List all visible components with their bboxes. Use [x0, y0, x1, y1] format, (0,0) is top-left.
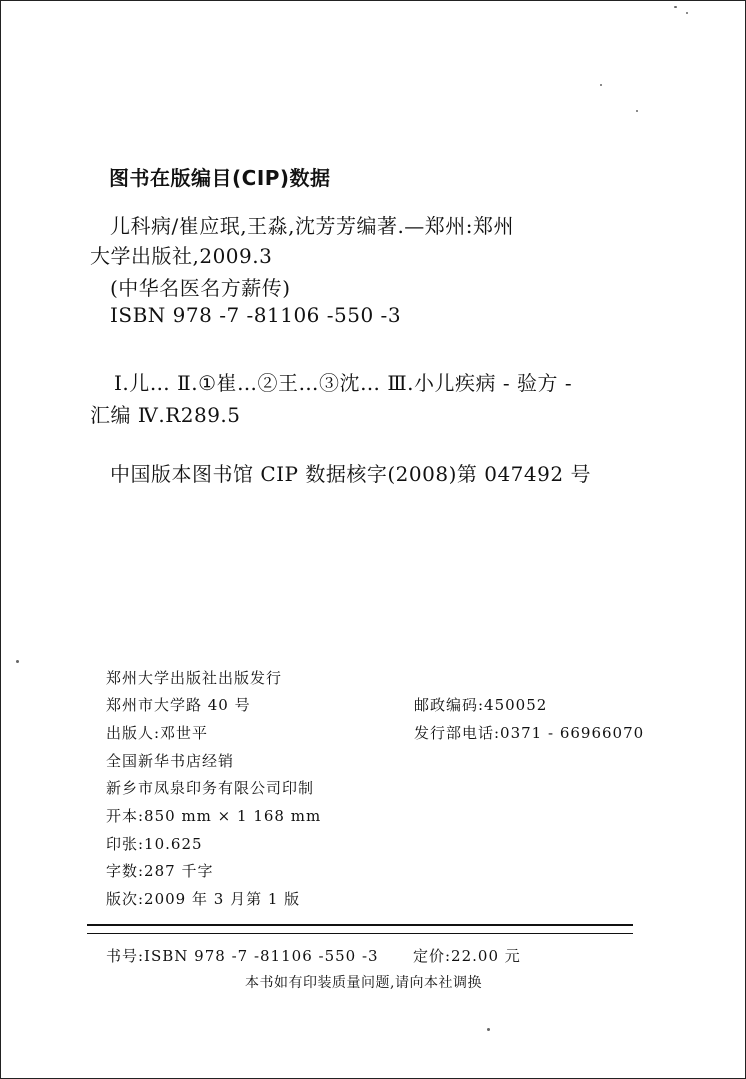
scan-speck: [636, 110, 638, 112]
scan-speck: [487, 1028, 490, 1031]
cip-classification-line: 汇编 Ⅳ.R289.5: [90, 403, 241, 427]
book-number-line: 书号:ISBN 978 -7 -81106 -550 -3: [106, 947, 379, 965]
cip-bibliographic-line: 大学出版社,2009.3: [90, 244, 273, 268]
cip-number-line: 中国版本图书馆 CIP 数据核字(2008)第 047492 号: [110, 462, 591, 486]
divider-thick: [87, 924, 633, 926]
scan-speck: [600, 84, 602, 86]
cip-heading: 图书在版编目(CIP)数据: [109, 166, 331, 190]
address-line: 郑州市大学路 40 号: [106, 696, 251, 714]
publisher-person-line: 出版人:邓世平: [106, 724, 209, 742]
price-line: 定价:22.00 元: [413, 947, 521, 965]
postcode-line: 邮政编码:450052: [414, 696, 548, 714]
sheets-line: 印张:10.625: [106, 835, 203, 853]
divider-thin: [87, 933, 633, 934]
cip-bibliographic-line: 儿科病/崔应珉,王淼,沈芳芳编著.—郑州:郑州: [110, 214, 515, 238]
edition-line: 版次:2009 年 3 月第 1 版: [106, 890, 301, 908]
issuer-line: 郑州大学出版社出版发行: [106, 669, 283, 687]
scan-speck: [686, 12, 688, 14]
cip-isbn-line: ISBN 978 -7 -81106 -550 -3: [110, 303, 402, 327]
distributor-line: 全国新华书店经销: [106, 752, 235, 770]
scan-speck: [674, 6, 677, 8]
quality-notice: 本书如有印装质量问题,请向本社调换: [245, 975, 482, 991]
word-count-line: 字数:287 千字: [106, 862, 214, 880]
printer-line: 新乡市凤泉印务有限公司印制: [106, 779, 315, 797]
phone-line: 发行部电话:0371 - 66966070: [414, 724, 645, 742]
scan-speck: [16, 660, 19, 663]
cip-classification-line: Ⅰ.儿… Ⅱ.①崔…②王…③沈… Ⅲ.小儿疾病 - 验方 -: [114, 371, 573, 395]
format-line: 开本:850 mm × 1 168 mm: [106, 807, 322, 825]
cip-series-line: (中华名医名方薪传): [110, 276, 291, 300]
